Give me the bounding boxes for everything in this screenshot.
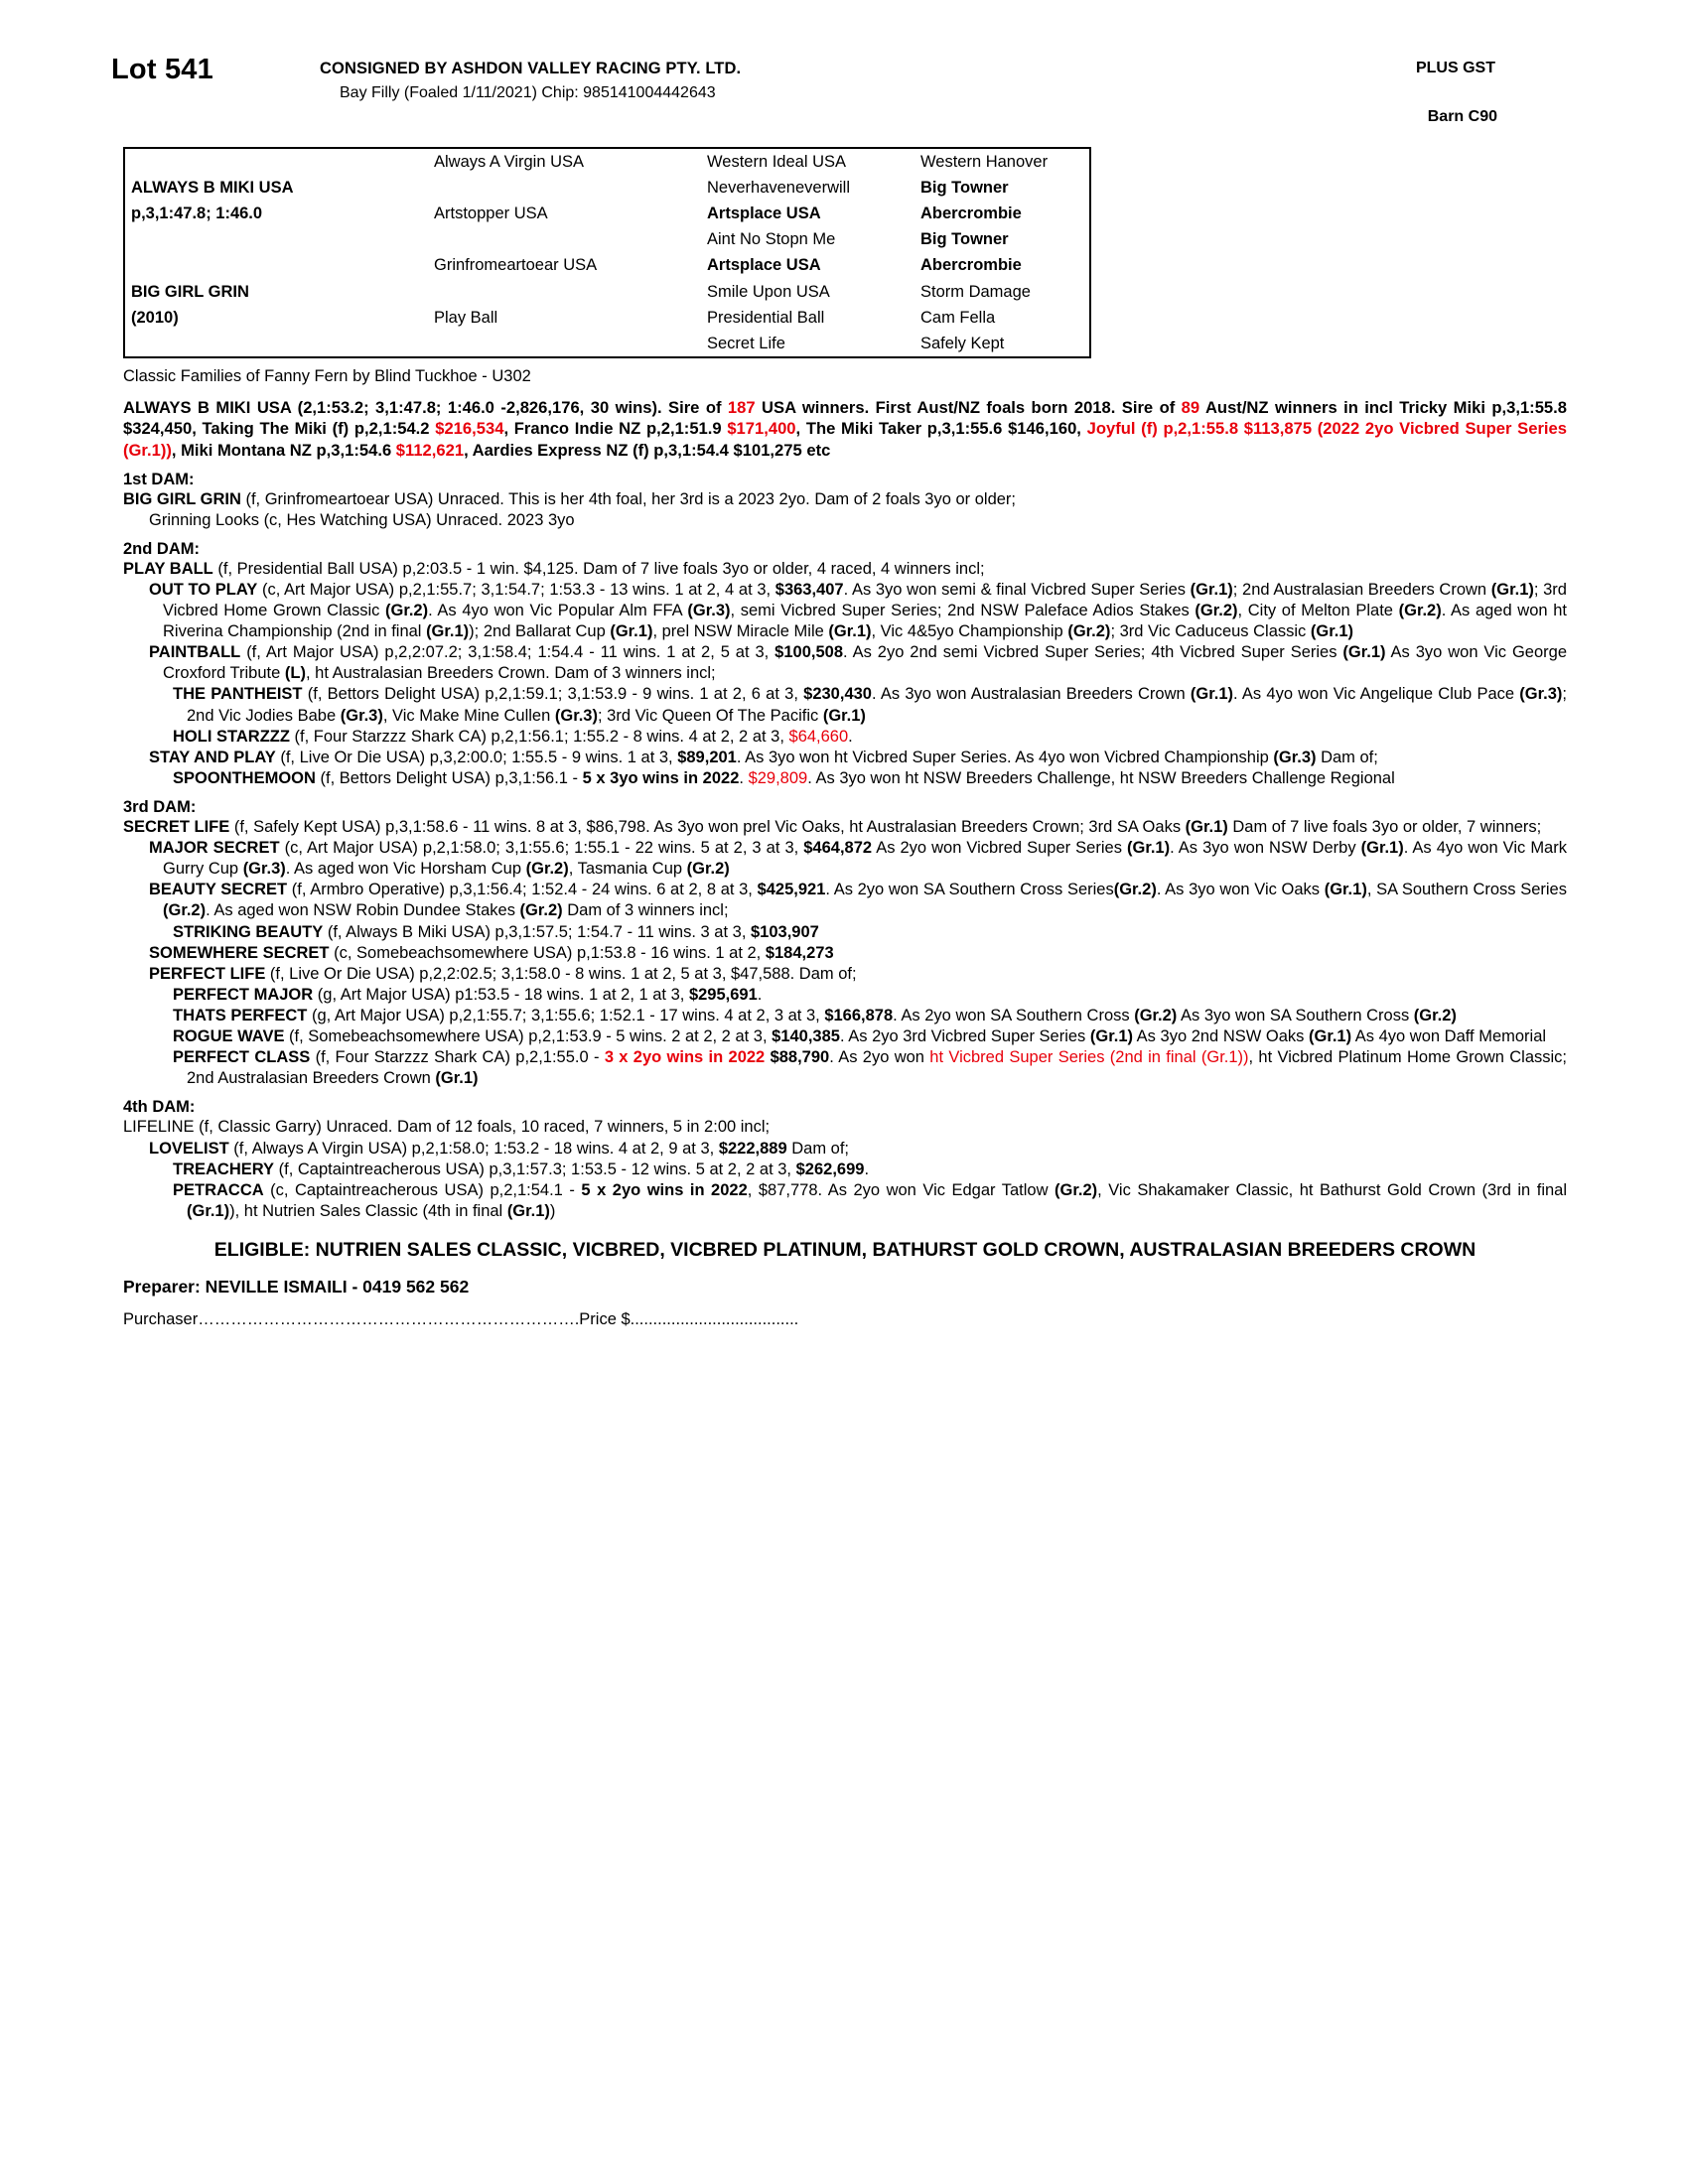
pedigree-cell-gen3: Safely Kept: [920, 334, 1005, 352]
pedigree-entry: [159, 1047, 1567, 1089]
entry-bold: (Gr.3): [1519, 685, 1563, 704]
entry-text: LIFELINE (f, Classic Garry) Unraced. Dam of 12 foals, 10 raced, 7 winners, 5 in 2:00 incl;: [123, 1118, 771, 1137]
entry-bold: PERFECT LIFE: [149, 964, 266, 983]
entry-bold: $184,273: [765, 943, 834, 962]
entry-bold: (Gr.3): [1273, 748, 1317, 766]
entry-bold: (Gr.1): [1360, 839, 1404, 858]
entry-bold: (Gr.2): [1134, 1006, 1178, 1024]
entry-text: (f, Always B Miki USA) p,3,1:57.5; 1:54.7 - 11 wins. 3 at 3,: [323, 922, 751, 941]
entry-highlight: $64,660: [788, 727, 849, 746]
pedigree-row: [125, 279, 1123, 305]
entry-text: (f, Live Or Die USA) p,2,2:02.5; 3,1:58.0 - 8 wins. 1 at 2, 5 at 3, $47,588. Dam of;: [265, 964, 857, 983]
entry-text: . As 2yo won SA Southern Cross Series: [825, 881, 1114, 899]
pedigree-entry: [159, 1026, 1567, 1047]
entry-bold: SECRET LIFE: [123, 817, 230, 836]
pedigree-entry: [135, 838, 1567, 880]
pedigree-row: [125, 252, 1123, 278]
sire-highlight: 187: [727, 397, 756, 417]
entry-bold: $100,508: [774, 643, 843, 662]
entry-text: , SA Southern Cross Series: [1366, 881, 1567, 899]
pedigree-cell-gen0: BIG GIRL GRIN: [131, 282, 249, 301]
sire-text: USA winners. First Aust/NZ foals born 2018. Sire of: [755, 397, 1182, 417]
entry-text: , ht Australasian Breeders Crown. Dam of 3 winners incl;: [305, 664, 716, 683]
eligible-text: ELIGIBLE: NUTRIEN SALES CLASSIC, VICBRED, VICBRED PLATINUM, BATHURST GOLD CROWN, AUSTRALASIAN BREEDERS CROWN: [213, 1238, 1477, 1261]
dam-heading: 2nd DAM:: [123, 539, 200, 558]
dam-heading: 3rd DAM:: [123, 797, 197, 816]
pedigree-cell-gen2: Artsplace USA: [707, 256, 821, 275]
pedigree-cell-gen1: [428, 331, 701, 356]
pedigree-cell-gen2: Presidential Ball: [707, 308, 825, 327]
entry-bold: (Gr.2): [1195, 602, 1238, 619]
pedigree-cell-gen0: [125, 252, 428, 278]
entry-bold: TREACHERY: [173, 1160, 275, 1178]
pedigree-entry: [159, 922, 1567, 943]
entry-text: ; 3rd Vicbred Home Grown Classic: [163, 580, 1567, 619]
pedigree-cell-gen1: [428, 226, 701, 252]
entry-text: ): [549, 1201, 556, 1220]
sire-highlight: 89: [1181, 397, 1200, 417]
entry-text: . As 4yo won Vic Angelique Club Pace: [1233, 685, 1520, 704]
entry-bold: (Gr.2): [385, 602, 429, 619]
entry-text: As 3yo won Vic George Croxford Tribute: [163, 643, 1568, 683]
entry-text: As 3yo won SA Southern Cross: [1177, 1006, 1414, 1024]
entry-bold: $89,201: [677, 748, 737, 766]
entry-text: (c, Art Major USA) p,2,1:55.7; 3,1:54.7; 1:53.3 - 13 wins. 1 at 2, 4 at 3,: [257, 580, 775, 599]
entry-text: (g, Art Major USA) p,2,1:55.7; 3,1:55.6; 1:52.1 - 17 wins. 4 at 2, 3 at 3,: [307, 1006, 825, 1024]
entry-text: . As aged won ht Riverina Championship (2nd in final: [163, 602, 1567, 641]
entry-text: (f, Somebeachsomewhere USA) p,2,1:53.9 - 5 wins. 2 at 2, 2 at 3,: [284, 1027, 773, 1046]
entry-text: Dam of 7 live foals 3yo or older, 7 winners;: [1227, 817, 1542, 836]
entry-bold: (Gr.2): [1113, 881, 1157, 899]
entry-text: . As 3yo won NSW Derby: [1170, 839, 1361, 858]
entry-text: . As 3yo won Vic Oaks: [1156, 881, 1325, 899]
pedigree-cell-gen2: Smile Upon USA: [707, 282, 830, 301]
entry-bold: (Gr.1): [426, 622, 470, 641]
entry-text: , Vic Make Mine Cullen: [382, 706, 555, 725]
entry-bold: (Gr.1): [1190, 580, 1233, 599]
sire-highlight: Joyful (f) p,2,1:55.8 $113,875 (2022 2yo Vicbred Super Series (Gr.1)): [123, 419, 1567, 460]
entry-bold: LOVELIST: [149, 1139, 229, 1158]
entry-bold: (Gr.1): [1310, 622, 1353, 641]
pedigree-cell-gen3: Cam Fella: [920, 308, 996, 327]
sire-text: ALWAYS B MIKI USA (2,1:53.2; 3,1:47.8; 1:46.0 -2,826,176, 30 wins). Sire of: [123, 397, 728, 417]
purchaser-line: Purchaser…………………………………………………………….Price $.....................................: [123, 1309, 799, 1328]
sire-summary-paragraph: [123, 397, 1567, 462]
entry-text: . As 2yo won: [829, 1048, 930, 1067]
pedigree-cell-gen0: (2010): [131, 308, 179, 327]
entry-text: (f, Four Starzzz Shark CA) p,2,1:55.0 -: [310, 1048, 605, 1067]
entry-bold: BIG GIRL GRIN: [123, 489, 241, 508]
pedigree-table: [125, 149, 1123, 356]
entry-bold: (Gr.1): [1089, 1027, 1133, 1046]
entry-bold: $230,430: [803, 685, 872, 704]
entry-text: Dam of 3 winners incl;: [562, 901, 729, 920]
entry-bold: ROGUE WAVE: [173, 1027, 285, 1046]
entry-bold: (L): [284, 664, 306, 683]
entry-text: .: [739, 768, 749, 787]
entry-bold: $295,691: [688, 985, 758, 1004]
entry-bold: (Gr.3): [554, 706, 598, 725]
entry-text: . As 3yo won ht NSW Breeders Challenge, ht NSW Breeders Challenge Regional: [807, 768, 1395, 787]
pedigree-entry: [123, 559, 1567, 580]
entry-bold: (Gr.2): [1067, 622, 1111, 641]
entry-text: Grinning Looks (c, Hes Watching USA) Unraced. 2023 3yo: [149, 510, 575, 529]
entry-bold: MAJOR SECRET: [149, 839, 280, 858]
pedigree-cell-gen0: ALWAYS B MIKI USA: [131, 179, 294, 198]
entry-bold: (Gr.2): [525, 860, 569, 879]
entry-bold: PETRACCA: [173, 1180, 264, 1199]
page-header: [111, 52, 1577, 143]
pedigree-entry: [135, 1139, 1567, 1160]
pedigree-entry: [135, 943, 1567, 964]
pedigree-entry: [159, 1160, 1567, 1180]
pedigree-cell-gen2: Neverhaveneverwill: [707, 179, 850, 198]
pedigree-cell-gen1: Play Ball: [434, 308, 498, 327]
entry-bold: (Gr.1): [506, 1201, 550, 1220]
entry-text: . As 4yo won Vic Popular Alm FFA: [428, 602, 688, 619]
entry-bold: $363,407: [774, 580, 844, 599]
entry-text: , prel NSW Miracle Mile: [652, 622, 829, 641]
pedigree-entry: [123, 817, 1567, 838]
entry-text: (f, Bettors Delight USA) p,3,1:56.1 -: [315, 768, 583, 787]
pedigree-cell-gen3: Storm Damage: [920, 282, 1031, 301]
entry-text: (g, Art Major USA) p1:53.5 - 18 wins. 1 at 2, 1 at 3,: [313, 985, 689, 1004]
entry-text: (f, Live Or Die USA) p,3,2:00.0; 1:55.5 - 9 wins. 1 at 3,: [275, 748, 678, 766]
entry-text: .: [757, 985, 763, 1004]
sire-highlight: $171,400: [727, 419, 796, 439]
sire-text: Aust/NZ winners in incl Tricky Miki p,3,1:55.8 $324,450, Taking The Miki (f) p,2,1:54.2: [123, 397, 1568, 439]
pedigree-row: [125, 201, 1123, 226]
pedigree-cell-gen3: Big Towner: [920, 179, 1009, 198]
pedigree-cell-gen3: Western Hanover: [920, 153, 1049, 171]
pedigree-cell-gen0: [125, 226, 428, 252]
pedigree-cell-gen1: Grinfromeartoear USA: [434, 256, 598, 275]
pedigree-entry: [159, 684, 1567, 726]
entry-text: (c, Captaintreacherous USA) p,2,1:54.1 -: [263, 1180, 582, 1199]
entry-text: ); 2nd Ballarat Cup: [469, 622, 611, 641]
entry-bold: (Gr.1): [435, 1069, 479, 1088]
entry-highlight: 3 x 2yo wins in 2022: [604, 1048, 766, 1067]
dam-heading: 1st DAM:: [123, 470, 195, 488]
entry-bold: SPOONTHEMOON: [173, 768, 316, 787]
entry-bold: $103,907: [750, 922, 819, 941]
entry-bold: PLAY BALL: [123, 559, 213, 578]
entry-bold: (Gr.2): [163, 901, 207, 920]
entry-text: (f, Always A Virgin USA) p,2,1:58.0; 1:53.2 - 18 wins. 4 at 2, 9 at 3,: [228, 1139, 719, 1158]
entry-text: (f, Four Starzzz Shark CA) p,2,1:56.1; 1:55.2 - 8 wins. 4 at 2, 2 at 3,: [289, 727, 789, 746]
entry-bold: (Gr.1): [1324, 881, 1367, 899]
plus-gst-label: PLUS GST: [1415, 60, 1495, 76]
entry-text: As 4yo won Daff Memorial: [1351, 1027, 1547, 1046]
sire-text: , Franco Indie NZ p,2,1:51.9: [503, 419, 728, 439]
entry-text: .: [848, 727, 853, 746]
entry-bold: (Gr.3): [340, 706, 383, 725]
lot-number: Lot 541: [111, 54, 213, 85]
pedigree-entry: [135, 642, 1567, 684]
sire-highlight: $216,534: [435, 419, 504, 439]
entry-bold: THE PANTHEIST: [173, 685, 303, 704]
pedigree-entry: [123, 489, 1567, 510]
pedigree-row: [125, 226, 1123, 252]
entry-bold: 5 x 3yo wins in 2022: [582, 768, 740, 787]
entry-bold: $262,699: [795, 1160, 865, 1178]
entry-text: (f, Art Major USA) p,2,2:07.2; 3,1:58.4; 1:54.4 - 11 wins. 1 at 2, 5 at 3,: [240, 643, 775, 662]
entry-bold: (Gr.2): [1398, 602, 1442, 619]
entry-bold: BEAUTY SECRET: [149, 881, 288, 899]
entry-bold: (Gr.2): [519, 901, 563, 920]
pedigree-row: [125, 175, 1123, 201]
entry-bold: (Gr.1): [1126, 839, 1171, 858]
sire-text: , The Miki Taker p,3,1:55.6 $146,160,: [795, 419, 1087, 439]
entry-bold: $464,872: [803, 839, 873, 858]
entry-text: , City of Melton Plate: [1237, 602, 1399, 619]
pedigree-cell-gen1: [428, 279, 701, 305]
entry-bold: (Gr.1): [822, 706, 866, 725]
pedigree-entry: [135, 748, 1567, 768]
entry-bold: (Gr.3): [687, 602, 731, 619]
entry-text: Dam of;: [1316, 748, 1378, 766]
entry-bold: (Gr.1): [1490, 580, 1534, 599]
consignor-line: CONSIGNED BY ASHDON VALLEY RACING PTY. LTD.: [320, 60, 742, 77]
entry-bold: (Gr.1): [1185, 817, 1228, 836]
entry-text: ), ht Nutrien Sales Classic (4th in final: [229, 1201, 507, 1220]
entry-text: . As 3yo won semi & final Vicbred Super Series: [843, 580, 1191, 599]
entry-bold: PERFECT CLASS: [173, 1048, 311, 1067]
preparer-text: Preparer: NEVILLE ISMAILI - 0419 562 562: [123, 1276, 470, 1297]
entry-text: . As 4yo won Vic Mark Gurry Cup: [163, 839, 1567, 879]
entry-bold: SOMEWHERE SECRET: [149, 943, 330, 962]
pedigree-cell-gen3: Abercrombie: [920, 256, 1022, 275]
entry-bold: STRIKING BEAUTY: [173, 922, 324, 941]
entry-text: .: [864, 1160, 870, 1178]
entry-text: . As 2yo 2nd semi Vicbred Super Series; 4th Vicbred Super Series: [843, 643, 1343, 662]
entry-text: , Vic 4&5yo Championship: [871, 622, 1068, 641]
pedigree-entry: [135, 964, 1567, 985]
entry-text: , $87,778. As 2yo won Vic Edgar Tatlow: [747, 1180, 1055, 1199]
pedigree-cell-gen2: Secret Life: [707, 334, 785, 352]
pedigree-cell-gen2: Artsplace USA: [707, 205, 821, 223]
pedigree-entry: [135, 510, 1567, 531]
entry-text: (c, Art Major USA) p,2,1:58.0; 3,1:55.6; 1:55.1 - 22 wins. 5 at 2, 3 at 3,: [279, 839, 804, 858]
entry-text: . As 3yo won Australasian Breeders Crown: [871, 685, 1191, 704]
sire-text: , Miki Montana NZ p,3,1:54.6: [171, 441, 396, 460]
entry-bold: $222,889: [718, 1139, 787, 1158]
entry-bold: HOLI STARZZZ: [173, 727, 290, 746]
entry-text: (f, Captaintreacherous USA) p,3,1:57.3; 1:53.5 - 12 wins. 5 at 2, 2 at 3,: [274, 1160, 796, 1178]
entry-bold: $88,790: [770, 1048, 830, 1067]
pedigree-cell-gen1: [428, 175, 701, 201]
entry-bold: (Gr.2): [1413, 1006, 1457, 1024]
entry-bold: (Gr.2): [686, 860, 730, 879]
entry-text: As 3yo 2nd NSW Oaks: [1133, 1027, 1309, 1046]
entry-text: (f, Presidential Ball USA) p,2:03.5 - 1 win. $4,125. Dam of 7 live foals 3yo or older, 4 raced, 4 winners incl;: [212, 559, 985, 578]
pedigree-entry: [135, 880, 1567, 921]
entry-text: , Vic Shakamaker Classic, ht Bathurst Gold Crown (3rd in final: [1097, 1180, 1568, 1199]
entry-text: . As 3yo won ht Vicbred Super Series. As 4yo won Vicbred Championship: [736, 748, 1274, 766]
barn-label: Barn C90: [1427, 108, 1497, 125]
entry-bold: (Gr.2): [1055, 1180, 1098, 1199]
pedigree-cell-gen2: Aint No Stopn Me: [707, 230, 836, 249]
pedigree-row: [125, 305, 1123, 331]
pedigree-entry: [159, 727, 1567, 748]
classic-families-line: Classic Families of Fanny Fern by Blind Tuckhoe - U302: [123, 366, 531, 385]
pedigree-entry: [135, 580, 1567, 642]
entry-text: . As aged won NSW Robin Dundee Stakes: [206, 901, 520, 920]
entry-text: . As 2yo 3rd Vicbred Super Series: [839, 1027, 1090, 1046]
entry-highlight: $29,809: [748, 768, 808, 787]
pedigree-entry: [123, 1117, 1567, 1138]
pedigree-cell-gen1: Always A Virgin USA: [434, 153, 585, 171]
dam-sections: [111, 471, 1577, 1222]
pedigree-cell-gen1: Artstopper USA: [434, 205, 548, 223]
entry-bold: $140,385: [772, 1027, 840, 1046]
dam-heading: 4th DAM:: [123, 1098, 196, 1117]
entry-text: Dam of;: [786, 1139, 849, 1158]
entry-text: ; 3rd Vic Queen Of The Pacific: [597, 706, 823, 725]
pedigree-cell-gen0: [125, 331, 428, 356]
pedigree-cell-gen3: Abercrombie: [920, 205, 1022, 223]
entry-bold: OUT TO PLAY: [149, 580, 258, 599]
entry-text: . As aged won Vic Horsham Cup: [285, 860, 526, 879]
entry-bold: (Gr.1): [828, 622, 872, 641]
pedigree-entry: [159, 1180, 1567, 1222]
horse-description: Bay Filly (Foaled 1/11/2021) Chip: 985141004442643: [340, 84, 716, 101]
entry-text: , Tasmania Cup: [568, 860, 687, 879]
entry-text: ; 3rd Vic Caduceus Classic: [1110, 622, 1311, 641]
entry-text: , semi Vicbred Super Series; 2nd NSW Paleface Adios Stakes: [730, 602, 1196, 619]
pedigree-entry: [159, 768, 1567, 789]
pedigree-row: [125, 331, 1123, 356]
entry-bold: (Gr.1): [1309, 1027, 1352, 1046]
entry-text: (f, Safely Kept USA) p,3,1:58.6 - 11 wins. 8 at 3, $86,798. As 3yo won prel Vic Oaks, ht Australasian Breeders Crown; 3rd SA Oaks: [229, 817, 1186, 836]
entry-bold: (Gr.1): [610, 622, 653, 641]
pedigree-entry: [159, 985, 1567, 1006]
entry-text: , ht Vicbred Platinum Home Grown Classic; 2nd Australasian Breeders Crown: [187, 1048, 1567, 1088]
pedigree-entry: [159, 1006, 1567, 1026]
entry-bold: THATS PERFECT: [173, 1006, 308, 1024]
entry-bold: PERFECT MAJOR: [173, 985, 314, 1004]
entry-highlight: ht Vicbred Super Series (2nd in final (Gr.1)): [929, 1048, 1249, 1067]
entry-bold: (Gr.3): [242, 860, 286, 879]
pedigree-cell-gen3: Big Towner: [920, 230, 1009, 249]
entry-bold: $425,921: [757, 881, 826, 899]
entry-bold: STAY AND PLAY: [149, 748, 276, 766]
sire-text: , Aardies Express NZ (f) p,3,1:54.4 $101,275 etc: [464, 441, 831, 460]
entry-bold: 5 x 2yo wins in 2022: [581, 1180, 748, 1199]
entry-bold: $166,878: [824, 1006, 894, 1024]
entry-text: ; 2nd Australasian Breeders Crown: [1232, 580, 1491, 599]
sire-highlight: $112,621: [395, 441, 465, 460]
entry-text: As 2yo won Vicbred Super Series: [872, 839, 1127, 858]
entry-bold: (Gr.1): [1342, 643, 1386, 662]
pedigree-cell-gen2: Western Ideal USA: [707, 153, 847, 171]
entry-bold: (Gr.1): [187, 1201, 230, 1220]
entry-text: ; 2nd Vic Jodies Babe: [187, 685, 1567, 725]
pedigree-cell-gen0: [125, 149, 428, 175]
pedigree-cell-gen0: p,3,1:47.8; 1:46.0: [131, 205, 263, 223]
entry-text: (f, Grinfromeartoear USA) Unraced. This is her 4th foal, her 3rd is a 2023 2yo. Dam of 2 foals 3yo or older;: [240, 489, 1017, 508]
entry-text: (f, Bettors Delight USA) p,2,1:59.1; 3,1:53.9 - 9 wins. 1 at 2, 6 at 3,: [302, 685, 804, 704]
pedigree-row: [125, 149, 1123, 175]
entry-bold: PAINTBALL: [149, 643, 241, 662]
entry-text: (c, Somebeachsomewhere USA) p,1:53.8 - 16 wins. 1 at 2,: [329, 943, 766, 962]
entry-text: . As 2yo won SA Southern Cross: [893, 1006, 1135, 1024]
entry-bold: (Gr.1): [1190, 685, 1234, 704]
pedigree-table-wrapper: [123, 147, 1091, 358]
entry-text: (f, Armbro Operative) p,3,1:56.4; 1:52.4 - 24 wins. 6 at 2, 8 at 3,: [287, 881, 758, 899]
